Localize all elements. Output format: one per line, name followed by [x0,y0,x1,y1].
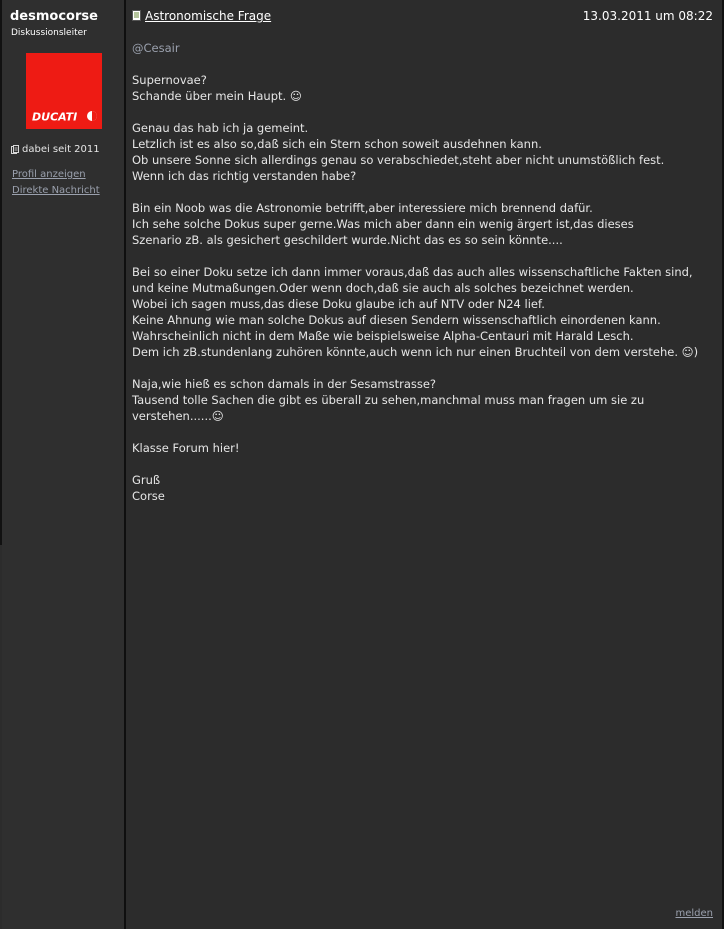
post-text-line: Dem ich zB.stundenlang zuhören könnte,auch wenn ich nur einen Bruchteil von dem verstehe. ☺) [132,345,699,359]
member-since-text: dabei seit 2011 [22,144,100,155]
post-text-line: Letzlich ist es also so,daß sich ein Stern schon soweit ausdehnen kann. [132,137,542,151]
paragraph-gap [132,248,712,264]
paragraph-gap [132,456,712,472]
post-text-line: Bin ein Noob was die Astronomie betrifft,aber interessiere mich brennend dafür. [132,201,593,215]
post-text-line: Keine Ahnung wie man solche Dokus auf diesen Sendern wissenschaftlich einordenen kann. [132,313,661,327]
ducati-logo-text: DUCATI [32,110,78,122]
report-link[interactable]: melden [675,908,713,919]
post-text-line: Schande über mein Haupt. ☺ [132,89,302,103]
post-text-line: Wobei ich sagen muss,das diese Doku glaube ich auf NTV oder N24 lief. [132,297,545,311]
member-since [11,144,100,155]
post-text-line: Tausend tolle Sachen die gibt es überall zu sehen,manchmal muss man fragen um sie zu [132,393,645,407]
post-body [132,40,712,504]
paragraph-gap [132,184,712,200]
post-title-link[interactable]: Astronomische Frage [145,9,272,23]
ducati-logo [30,110,98,122]
direct-message-link[interactable]: Direkte Nachricht [12,185,100,196]
post-text-line: Szenario zB. als gesichert geschildert wurde.Nicht das es so sein könnte.... [132,233,563,247]
avatar[interactable] [26,53,102,129]
post-header [132,9,271,23]
author-role: Diskussionsleiter [11,28,87,38]
paragraph-gap [132,360,712,376]
calendar-icon [11,145,19,155]
post-text-line: Wenn ich das richtig verstanden habe? [132,169,357,183]
author-sidebar [2,0,124,929]
document-icon [132,10,142,22]
post-text-line: Genau das hab ich ja gemeint. [132,121,309,135]
post-text-line: verstehen......☺ [132,409,224,423]
paragraph-gap [132,104,712,120]
post-text-line: Ob unsere Sonne sich allerdings genau so verabschiedet,steht aber nicht unumstößlich fest. [132,153,665,167]
post-text-line: Naja,wie hieß es schon damals in der Sesamstrasse? [132,377,437,391]
paragraph-gap [132,56,712,72]
post-text-line: Gruß [132,473,161,487]
post-text-line: und keine Mutmaßungen.Oder wenn doch,daß sie auch als solches bezeichnet werden. [132,281,634,295]
post-text-line: Bei so einer Doku setze ich dann immer voraus,daß das auch alles wissenschaftliche Fakten sind, [132,265,693,279]
paragraph-gap [132,424,712,440]
author-name[interactable]: desmocorse [10,9,98,24]
post-text-line: Supernovae? [132,73,207,87]
post-text-line: Ich sehe solche Dokus super gerne.Was mich aber dann ein wenig ärgert ist,das dieses [132,217,634,231]
post-text-line: Wahrscheinlich nicht in dem Maße wie beispielsweise Alpha-Centauri mit Harald Lesch. [132,329,634,343]
post-date: 13.03.2011 um 08:22 [582,9,713,23]
post-text-line: Klasse Forum hier! [132,441,240,455]
post-content [126,0,724,929]
post-text-line: Corse [132,489,165,503]
view-profile-link[interactable]: Profil anzeigen [12,169,86,180]
mention-link[interactable]: @Cesair [132,41,180,55]
